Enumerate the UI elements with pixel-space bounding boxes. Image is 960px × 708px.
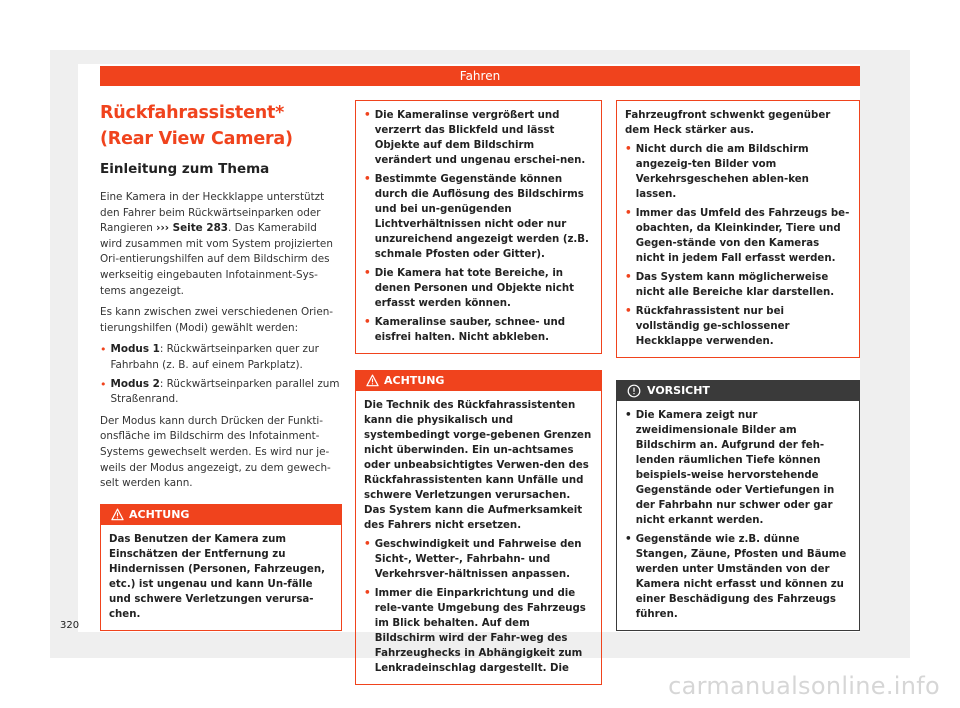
warning-item-text: Kameralinse sauber, schnee- und eisfrei halten. Nicht abkleben. — [374, 317, 566, 343]
section-subtitle: Einleitung zum Thema — [100, 161, 270, 177]
bullet-icon: • — [364, 109, 371, 121]
warning-item-text: Immer die Einparkrichtung und die rele-vante Umgebung des Fahrzeugs im Blick behalten. Auf dem Bildschirm wird der Fahr-weg des Fahrzeughecks in Abhängigkeit zum Lenkradeinschlag dargestellt. Die — [374, 588, 586, 674]
intro-text-a: Eine Kamera in der Heckklappe unterstützt den Fahrer beim Rückwärtseinparken oder Rangieren — [100, 191, 325, 235]
caution-body — [617, 401, 859, 630]
bullet-icon: • — [364, 316, 371, 328]
warning-intro: Die Technik des Rückfahrassistenten kann die physikalisch und systembedingt vorge-gebenen Grenzen nicht überwinden. Ein un-achtsames oder unbeabsichtigtes Verwen-den des Rückfahrassistenten kann Unfälle und schwere Verletzungen verursachen. Das System kann die Aufmerksamkeit des Fahrers nicht ersetzen. — [364, 400, 592, 531]
caution-box — [616, 380, 860, 631]
warning-item — [625, 206, 851, 266]
bullet-icon: • — [625, 409, 632, 421]
warning-box — [355, 370, 602, 685]
warning-heading: ACHTUNG — [129, 507, 190, 521]
mode-label: Modus 1 — [110, 343, 160, 356]
warning-item — [364, 537, 593, 582]
warning-continuation-box — [355, 100, 602, 354]
column-1 — [100, 100, 342, 631]
warning-item-text: Nicht durch die am Bildschirm angezeig-ten Bilder vom Verkehrsgeschehen ablen-ken lassen. — [635, 144, 809, 200]
warning-item — [625, 304, 851, 349]
warning-continuation-text: Fahrzeugfront schwenkt gegenüber dem Heck stärker aus. — [625, 110, 831, 136]
bullet-icon: • — [625, 271, 632, 283]
warning-item — [364, 266, 593, 311]
warning-item-text: Bestimmte Gegenstände können durch die Auflösung des Bildschirms und bei un-genügenden Lichtverhältnissen nicht oder nur unzureichend angezeigt werden (z.B. schmale Pfosten oder Gitter). — [374, 174, 589, 260]
bullet-icon: • — [364, 267, 371, 279]
modes-paragraph: Es kann zwischen zwei verschiedenen Orien-tierungshilfen (Modi) gewählt werden: — [100, 306, 334, 334]
info-circle-icon — [627, 384, 641, 398]
bullet-icon: • — [625, 305, 632, 317]
bullet-icon: • — [364, 587, 371, 599]
caution-item — [625, 408, 851, 528]
warning-item — [625, 142, 851, 202]
warning-header — [356, 371, 601, 391]
warning-text: Das Benutzen der Kamera zum Einschätzen der Entfernung zu Hindernissen (Personen, Fahrzeugen, etc.) ist ungenau und kann Un-fälle und schwere Verletzungen verursa-chen. — [109, 533, 325, 620]
warning-item — [364, 315, 593, 345]
mode-switch-paragraph: Der Modus kann durch Drücken der Funkti-onsfläche im Bildschirm des Infotainment-Systems gewechselt werden. Es wird nur je-weils der Modus angezeigt, zu dem gewech-selt werden kann. — [100, 414, 331, 490]
warning-item — [364, 172, 593, 262]
caution-item-text: Gegenstände wie z.B. dünne Stangen, Zäune, Pfosten und Bäume werden unter Umständen von der Kamera nicht erfasst und können zu einer Beschädigung des Fahrzeugs führen. — [635, 534, 847, 620]
intro-text-b: . Das Kamerabild wird zusammen mit vom System projizierten Ori-entierungshilfen auf dem Bildschirm des werkseitig eingebauten Infotainment-Sys-tems angezeigt. — [100, 222, 333, 297]
warning-heading: ACHTUNG — [384, 374, 445, 387]
bullet-icon: • — [625, 533, 632, 545]
caution-item-text: Die Kamera zeigt nur zweidimensionale Bilder am Bildschirm an. Aufgrund der feh-lenden räumlichen Tiefe können beispiels-weise hervorstehende Gegenstände oder Vertiefungen in der Fahrbahn nur schwer oder gar nicht erkannt werden. — [635, 410, 835, 526]
page-reference-link[interactable]: ››› Seite 283 — [156, 222, 229, 235]
watermark: carmanualsonline.info — [668, 672, 940, 700]
bullet-icon: • — [625, 207, 632, 219]
warning-item-text: Geschwindigkeit und Fahrweise den Sicht-, Wetter-, Fahrbahn- und Verkehrsver-hältnissen anpassen. — [374, 539, 582, 580]
mode-item — [100, 377, 342, 408]
mode-text: : Rückwärtseinparken parallel zum Straßenrand. — [110, 377, 340, 406]
caution-header — [617, 381, 859, 401]
warning-item — [364, 586, 593, 676]
warning-header — [101, 505, 341, 525]
warning-item — [625, 270, 851, 300]
warning-item-text: Rückfahrassistent nur bei vollständig ge-schlossener Heckklappe verwenden. — [635, 306, 790, 347]
bullet-icon: • — [364, 538, 371, 550]
mode-label: Modus 2 — [110, 377, 160, 390]
warning-triangle-icon — [111, 508, 124, 521]
warning-item-text: Das System kann möglicherweise nicht alle Bereiche klar darstellen. — [635, 272, 835, 298]
column-2 — [355, 100, 602, 685]
warning-continuation-box — [616, 100, 860, 358]
warning-item — [364, 108, 593, 168]
bullet-icon: • — [364, 173, 371, 185]
bullet-icon: • — [625, 143, 632, 155]
page-title: Rückfahrassistent* (Rear View Camera) — [100, 103, 293, 149]
page-number: 320 — [60, 620, 80, 631]
warning-body — [356, 391, 601, 684]
warning-item-text: Die Kameralinse vergrößert und verzerrt das Blickfeld und lässt Objekte auf dem Bildschirm verändert und ungenau erschei-nen. — [374, 110, 586, 166]
caution-heading: VORSICHT — [647, 384, 710, 397]
warning-item-text: Immer das Umfeld des Fahrzeugs be-obachten, da Kleinkinder, Tiere und Gegen-stände von den Kameras nicht in jedem Fall erfasst werden. — [635, 208, 850, 264]
mode-item — [100, 342, 342, 373]
section-header: Fahren — [100, 66, 860, 86]
bullet-icon: • — [100, 343, 107, 357]
intro-paragraph — [100, 190, 342, 299]
warning-triangle-icon — [366, 374, 379, 387]
warning-box — [100, 504, 342, 631]
bullet-icon: • — [100, 377, 107, 391]
caution-item — [625, 532, 851, 622]
column-3 — [616, 100, 860, 631]
mode-text: : Rückwärtseinparken quer zur Fahrbahn (z. B. auf einem Parkplatz). — [110, 343, 319, 371]
warning-item-text: Die Kamera hat tote Bereiche, in denen Personen und Objekte nicht erfasst werden können. — [374, 268, 575, 309]
